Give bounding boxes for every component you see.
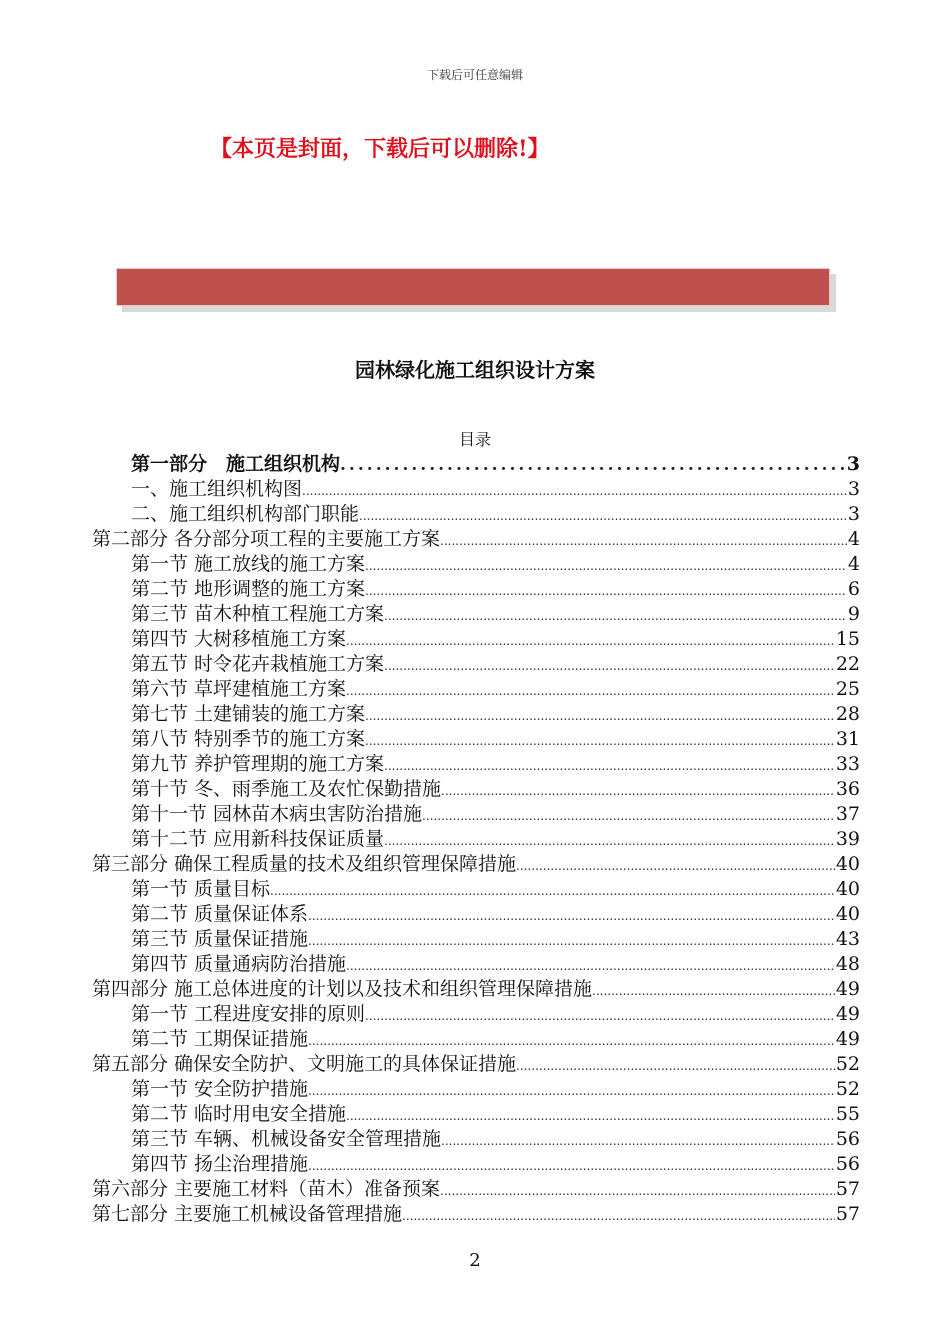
- toc-entry[interactable]: [92, 1052, 860, 1077]
- toc-entry[interactable]: [92, 677, 860, 702]
- toc-dot-leader: [441, 779, 835, 802]
- toc-entry-page: 40: [835, 878, 860, 900]
- toc-entry-page: 40: [835, 903, 860, 925]
- toc-entry[interactable]: [92, 1102, 860, 1127]
- toc-entry-title: 第四节 质量通病防治措施: [131, 953, 347, 975]
- toc-dot-leader: [308, 929, 835, 952]
- table-of-contents: [92, 452, 860, 1227]
- toc-entry-title: 第二部分 各分部分项工程的主要施工方案: [92, 528, 441, 550]
- toc-dot-leader: [365, 1004, 835, 1027]
- toc-dot-leader: [308, 904, 835, 927]
- toc-dot-leader: [359, 504, 847, 527]
- toc-entry-page: 3: [847, 478, 860, 500]
- toc-entry-page: 9: [847, 603, 860, 625]
- toc-entry-title: 第三部分 确保工程质量的技术及组织管理保障措施: [92, 853, 517, 875]
- toc-dot-leader: [308, 1079, 835, 1102]
- toc-entry[interactable]: [92, 502, 860, 527]
- toc-entry-title: 第一节 质量目标: [131, 878, 271, 900]
- toc-entry-page: 52: [835, 1078, 860, 1100]
- toc-entry[interactable]: [92, 802, 860, 827]
- toc-dot-leader: [365, 554, 847, 577]
- toc-dot-leader: [422, 804, 835, 827]
- toc-entry[interactable]: [92, 552, 860, 577]
- toc-entry-page: 28: [835, 703, 860, 725]
- toc-entry-page: 31: [835, 728, 860, 750]
- toc-entry[interactable]: [92, 452, 860, 477]
- toc-entry-title: 一、施工组织机构图: [131, 478, 303, 500]
- toc-dot-leader: [384, 829, 835, 852]
- toc-entry-page: 37: [835, 803, 860, 825]
- toc-entry[interactable]: [92, 1027, 860, 1052]
- toc-entry-page: 3: [847, 503, 860, 525]
- toc-dot-leader: [365, 729, 835, 752]
- toc-entry-title: 第一部分 施工组织机构: [131, 453, 341, 475]
- toc-entry-page: 4: [847, 553, 860, 575]
- toc-dot-leader: [340, 453, 846, 477]
- toc-dot-leader: [365, 579, 847, 602]
- toc-dot-leader: [384, 654, 835, 677]
- toc-entry-page: 55: [835, 1103, 860, 1125]
- toc-entry[interactable]: [92, 702, 860, 727]
- toc-entry-title: 第三节 车辆、机械设备安全管理措施: [131, 1128, 442, 1150]
- toc-dot-leader: [308, 1029, 835, 1052]
- toc-entry[interactable]: [92, 902, 860, 927]
- toc-entry-title: 第四部分 施工总体进度的计划以及技术和组织管理保障措施: [92, 978, 593, 1000]
- toc-entry-page: 49: [835, 978, 860, 1000]
- toc-dot-leader: [365, 704, 835, 727]
- toc-dot-leader: [346, 629, 835, 652]
- toc-entry[interactable]: [92, 777, 860, 802]
- toc-entry-page: 22: [835, 653, 860, 675]
- toc-entry-page: 56: [835, 1128, 860, 1150]
- toc-entry-title: 第六节 草坪建植施工方案: [131, 678, 347, 700]
- toc-dot-leader: [308, 1154, 835, 1177]
- toc-entry[interactable]: [92, 1202, 860, 1227]
- toc-entry-page: 40: [835, 853, 860, 875]
- toc-entry-title: 第五节 时令花卉栽植施工方案: [131, 653, 385, 675]
- toc-entry[interactable]: [92, 477, 860, 502]
- toc-entry-page: 25: [835, 678, 860, 700]
- toc-entry-page: 4: [847, 528, 860, 550]
- toc-entry[interactable]: [92, 1152, 860, 1177]
- toc-entry-title: 二、施工组织机构部门职能: [131, 503, 360, 525]
- toc-entry-title: 第二节 质量保证体系: [131, 903, 309, 925]
- toc-dot-leader: [302, 479, 847, 502]
- toc-entry[interactable]: [92, 727, 860, 752]
- toc-entry-title: 第十节 冬、雨季施工及农忙保勤措施: [131, 778, 442, 800]
- toc-entry-page: 52: [835, 1053, 860, 1075]
- toc-dot-leader: [402, 1204, 835, 1227]
- toc-dot-leader: [441, 1129, 835, 1152]
- toc-entry-title: 第二节 地形调整的施工方案: [131, 578, 366, 600]
- toc-entry-title: 第四节 扬尘治理措施: [131, 1153, 309, 1175]
- toc-entry-title: 第九节 养护管理期的施工方案: [131, 753, 385, 775]
- toc-entry-title: 第三节 质量保证措施: [131, 928, 309, 950]
- toc-entry[interactable]: [92, 1002, 860, 1027]
- toc-entry-page: 3: [846, 453, 860, 475]
- toc-entry-page: 39: [835, 828, 860, 850]
- toc-entry[interactable]: [92, 577, 860, 602]
- toc-entry-page: 56: [835, 1153, 860, 1175]
- toc-entry[interactable]: [92, 927, 860, 952]
- toc-entry-page: 57: [835, 1178, 860, 1200]
- toc-entry-title: 第四节 大树移植施工方案: [131, 628, 347, 650]
- toc-entry[interactable]: [92, 627, 860, 652]
- toc-entry-page: 48: [835, 953, 860, 975]
- toc-entry-title: 第八节 特别季节的施工方案: [131, 728, 366, 750]
- toc-entry-page: 49: [835, 1028, 860, 1050]
- page-header-note: 下载后可任意编辑: [426, 68, 523, 82]
- toc-entry[interactable]: [92, 1177, 860, 1202]
- toc-entry-page: 15: [835, 628, 860, 650]
- toc-dot-leader: [516, 1054, 835, 1077]
- toc-entry[interactable]: [92, 1077, 860, 1102]
- toc-entry[interactable]: [92, 752, 860, 777]
- toc-entry[interactable]: [92, 977, 860, 1002]
- toc-dot-leader: [592, 979, 835, 1002]
- toc-entry-page: 57: [835, 1203, 860, 1225]
- toc-entry-title: 第七部分 主要施工机械设备管理措施: [92, 1203, 403, 1225]
- toc-entry-title: 第七节 土建铺装的施工方案: [131, 703, 366, 725]
- toc-entry-title: 第十一节 园林苗木病虫害防治措施: [131, 803, 423, 825]
- toc-entry-title: 第十二节 应用新科技保证质量: [131, 828, 385, 850]
- toc-entry[interactable]: [92, 527, 860, 552]
- page-number: 2: [469, 1250, 481, 1271]
- toc-dot-leader: [440, 1179, 835, 1202]
- toc-entry-title: 第六部分 主要施工材料（苗木）准备预案: [92, 1178, 441, 1200]
- cover-delete-notice: 【本页是封面，下载后可以删除!】: [210, 136, 550, 162]
- toc-dot-leader: [516, 854, 835, 877]
- toc-entry[interactable]: [92, 1127, 860, 1152]
- toc-entry[interactable]: [92, 952, 860, 977]
- toc-entry-title: 第二节 工期保证措施: [131, 1028, 309, 1050]
- toc-entry[interactable]: [92, 877, 860, 902]
- toc-entry-title: 第二节 临时用电安全措施: [131, 1103, 347, 1125]
- toc-dot-leader: [346, 954, 835, 977]
- toc-dot-leader: [346, 679, 835, 702]
- toc-entry-page: 33: [835, 753, 860, 775]
- toc-entry-page: 6: [847, 578, 860, 600]
- toc-entry-title: 第一节 安全防护措施: [131, 1078, 309, 1100]
- toc-dot-leader: [384, 754, 835, 777]
- document-title: 园林绿化施工组织设计方案: [355, 358, 595, 382]
- toc-entry-page: 36: [835, 778, 860, 800]
- toc-entry-title: 第一节 工程进度安排的原则: [131, 1003, 366, 1025]
- toc-entry[interactable]: [92, 652, 860, 677]
- toc-dot-leader: [346, 1104, 835, 1127]
- toc-entry-page: 43: [835, 928, 860, 950]
- toc-heading: 目录: [458, 430, 491, 449]
- toc-entry[interactable]: [92, 852, 860, 877]
- toc-entry[interactable]: [92, 827, 860, 852]
- toc-entry-title: 第一节 施工放线的施工方案: [131, 553, 366, 575]
- toc-entry[interactable]: [92, 602, 860, 627]
- toc-dot-leader: [440, 529, 847, 552]
- toc-entry-title: 第三节 苗木种植工程施工方案: [131, 603, 385, 625]
- toc-entry-title: 第五部分 确保安全防护、文明施工的具体保证措施: [92, 1053, 517, 1075]
- toc-dot-leader: [384, 604, 847, 627]
- toc-dot-leader: [270, 879, 835, 902]
- toc-entry-page: 49: [835, 1003, 860, 1025]
- decorative-banner: [116, 268, 830, 306]
